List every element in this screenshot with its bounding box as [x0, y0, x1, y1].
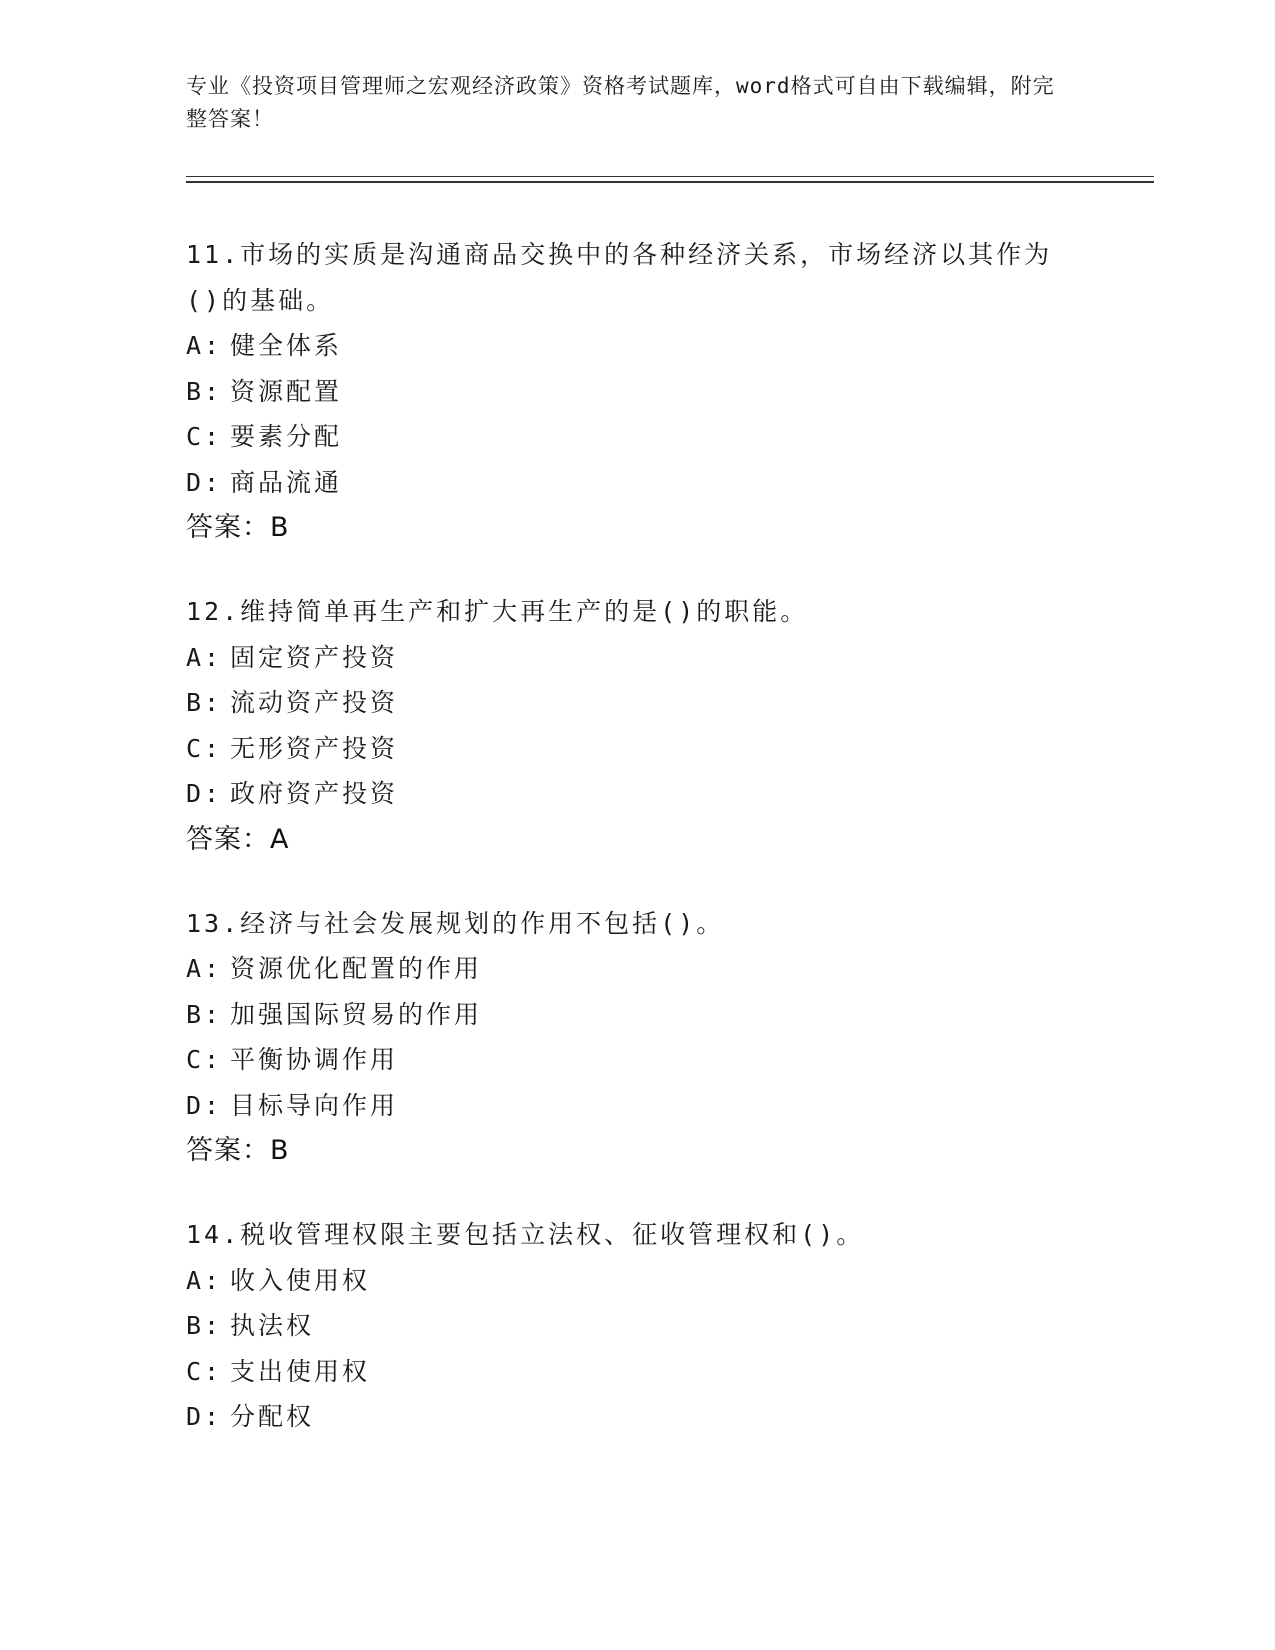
question-11	[186, 232, 1086, 551]
question-13	[186, 901, 1086, 1175]
option-text: 资源优化配置的作用	[230, 954, 483, 983]
option-letter: C:	[186, 422, 223, 451]
option-letter: A:	[186, 954, 223, 983]
option-letter: A:	[186, 1265, 223, 1295]
option-c	[186, 1349, 1086, 1395]
option-letter: B:	[186, 688, 223, 717]
question-stem: 14.税收管理权限主要包括立法权、征收管理权和()。	[186, 1220, 865, 1249]
option-a	[186, 1258, 1086, 1304]
question-stem: 12.维持简单再生产和扩大再生产的是()的职能。	[186, 597, 809, 626]
option-text: 政府资产投资	[230, 779, 399, 808]
option-text: 支出使用权	[230, 1356, 371, 1386]
option-c	[186, 1037, 1086, 1083]
option-d	[186, 1083, 1086, 1129]
option-b	[186, 1303, 1086, 1349]
option-d	[186, 1394, 1086, 1440]
option-text: 资源配置	[230, 376, 343, 406]
header-rule-bottom	[186, 181, 1154, 183]
option-d	[186, 771, 1086, 817]
option-letter: B:	[186, 999, 223, 1029]
document-header: 专业《投资项目管理师之宏观经济政策》资格考试题库，word格式可自由下载编辑，附完整答案！	[186, 74, 1055, 131]
option-text: 健全体系	[230, 331, 343, 360]
option-b	[186, 369, 1086, 415]
question-12	[186, 589, 1086, 863]
option-b	[186, 992, 1086, 1038]
answer-line: 答案：B	[186, 512, 290, 543]
question-stem: 11.市场的实质是沟通商品交换中的各种经济关系，市场经济以其作为()的基础。	[186, 240, 1053, 315]
option-text: 流动资产投资	[230, 688, 399, 717]
option-d	[186, 460, 1086, 506]
option-text: 目标导向作用	[230, 1090, 399, 1120]
option-text: 收入使用权	[230, 1265, 371, 1295]
option-a	[186, 946, 1086, 992]
option-text: 要素分配	[230, 422, 343, 451]
option-text: 平衡协调作用	[230, 1045, 399, 1074]
option-letter: D:	[186, 467, 223, 497]
option-letter: B:	[186, 376, 223, 406]
option-letter: B:	[186, 1311, 223, 1340]
option-letter: C:	[186, 1045, 223, 1074]
question-stem: 13.经济与社会发展规划的作用不包括()。	[186, 908, 725, 938]
option-a	[186, 635, 1086, 681]
question-14	[186, 1212, 1086, 1440]
option-letter: D:	[186, 1402, 223, 1431]
answer-line: 答案：A	[186, 823, 290, 855]
answer-line: 答案：B	[186, 1135, 290, 1166]
option-a	[186, 323, 1086, 369]
option-text: 分配权	[230, 1402, 315, 1431]
option-b	[186, 680, 1086, 726]
option-letter: A:	[186, 642, 223, 672]
option-text: 加强国际贸易的作用	[230, 999, 483, 1029]
option-text: 商品流通	[230, 467, 343, 497]
option-c	[186, 726, 1086, 772]
option-text: 无形资产投资	[230, 733, 399, 763]
option-c	[186, 414, 1086, 460]
option-letter: A:	[186, 331, 223, 360]
option-letter: C:	[186, 1356, 223, 1386]
option-text: 执法权	[230, 1311, 315, 1340]
question-list	[186, 232, 1086, 1478]
option-letter: C:	[186, 733, 223, 763]
option-letter: D:	[186, 779, 223, 808]
option-text: 固定资产投资	[230, 642, 399, 672]
option-letter: D:	[186, 1090, 223, 1120]
header-rule-top	[186, 176, 1154, 177]
